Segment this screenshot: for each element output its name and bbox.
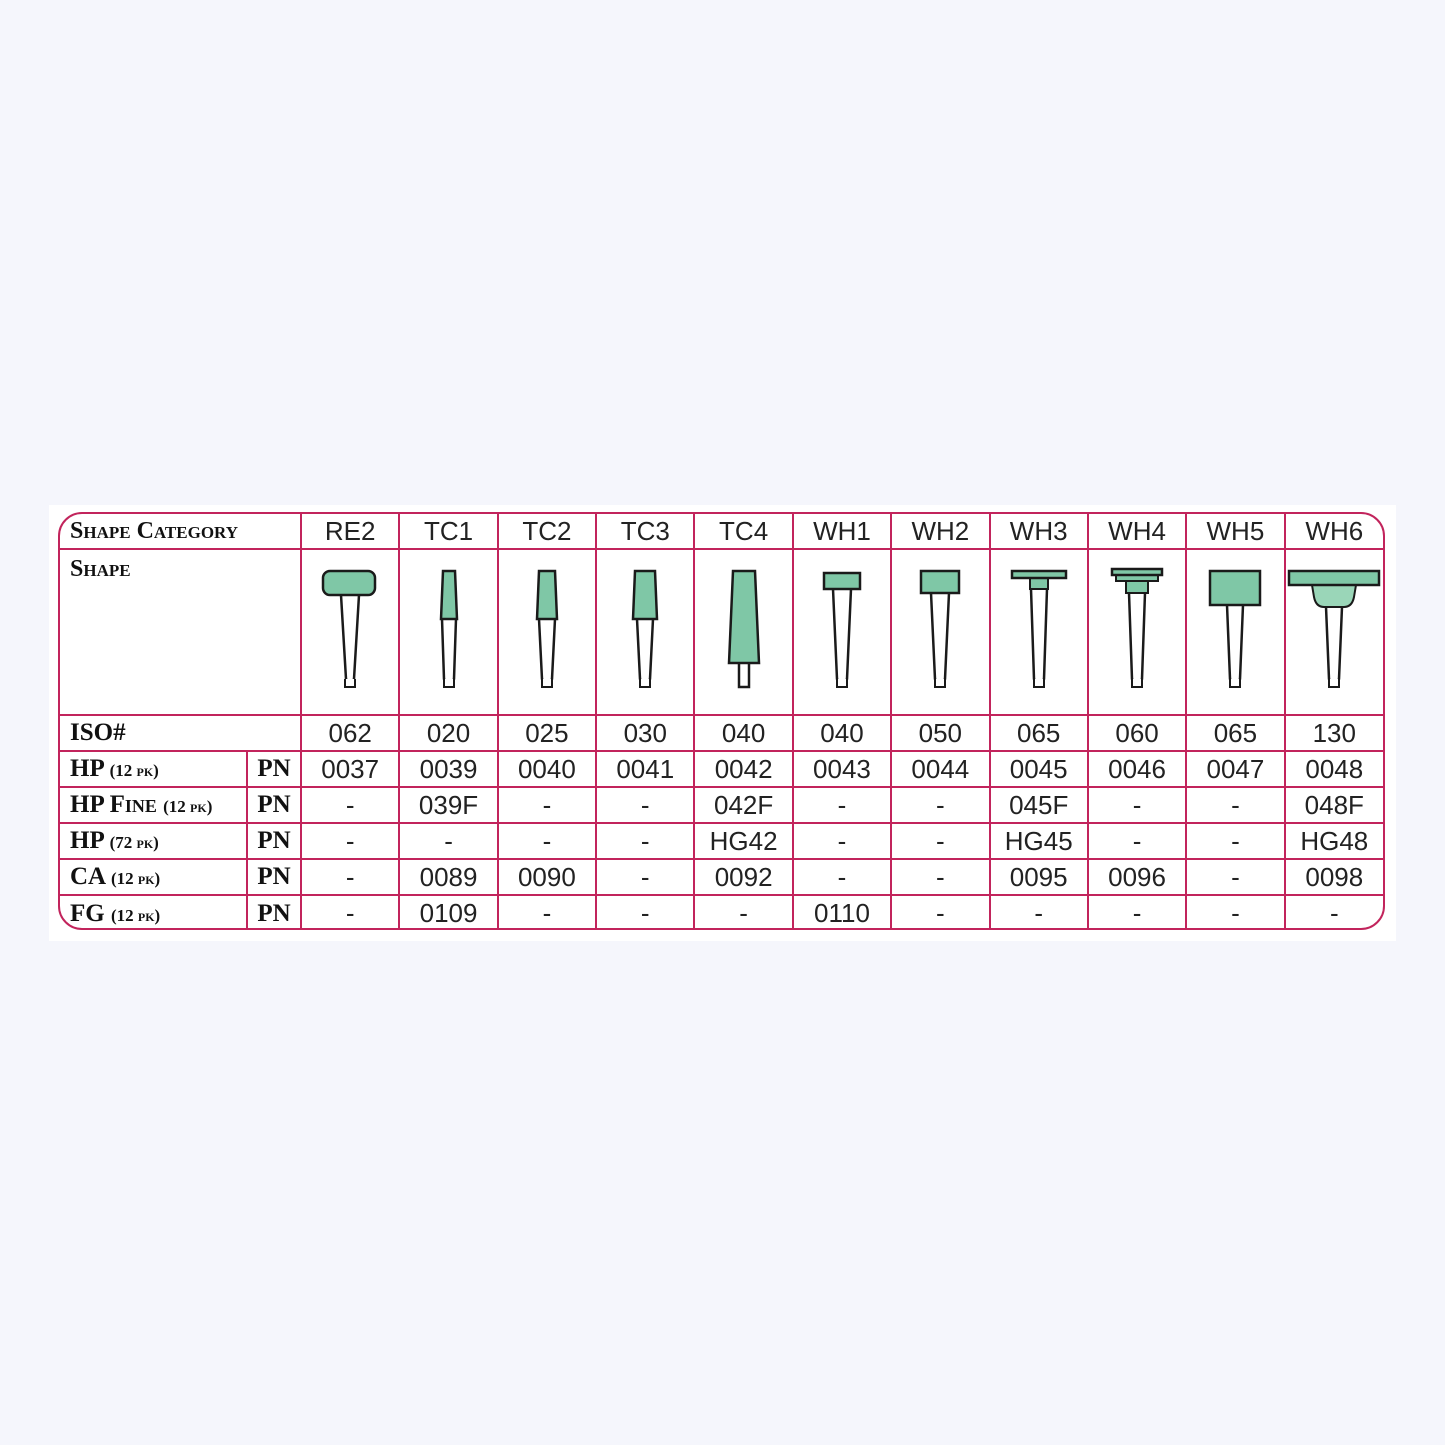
shape-cell-wh3 xyxy=(990,549,1088,715)
iso-wh5: 065 xyxy=(1186,715,1284,751)
code-wh2: WH2 xyxy=(891,514,989,549)
iso-tc2: 025 xyxy=(498,715,596,751)
row-label xyxy=(60,823,247,859)
part-number: - xyxy=(1186,859,1284,895)
code-wh4: WH4 xyxy=(1088,514,1186,549)
shape-cell-tc3 xyxy=(596,549,694,715)
code-wh1: WH1 xyxy=(793,514,891,549)
pack-size: (72 pk) xyxy=(109,833,159,852)
pn-label: PN xyxy=(247,823,301,859)
code-tc2: TC2 xyxy=(498,514,596,549)
code-tc4: TC4 xyxy=(694,514,792,549)
code-tc1: TC1 xyxy=(399,514,497,549)
part-number: - xyxy=(793,823,891,859)
shape-cell-wh4 xyxy=(1088,549,1186,715)
part-number: 0092 xyxy=(694,859,792,895)
hp-fine-12pk-row xyxy=(60,787,1383,823)
iso-wh3: 065 xyxy=(990,715,1088,751)
re2-shape-icon xyxy=(305,567,395,697)
ca-12pk-row xyxy=(60,859,1383,895)
part-number: 0045 xyxy=(990,751,1088,787)
iso-wh1: 040 xyxy=(793,715,891,751)
part-number: - xyxy=(596,823,694,859)
fg-12pk-row xyxy=(60,895,1383,930)
pack-size: (12 pk) xyxy=(109,761,159,780)
part-number: - xyxy=(1088,787,1186,823)
wh6-shape-icon xyxy=(1286,567,1382,697)
part-number: 0043 xyxy=(793,751,891,787)
part-number: 0046 xyxy=(1088,751,1186,787)
iso-wh2: 050 xyxy=(891,715,989,751)
shape-cell-tc1 xyxy=(399,549,497,715)
part-number: 0047 xyxy=(1186,751,1284,787)
part-number: HG42 xyxy=(694,823,792,859)
part-number: - xyxy=(1285,895,1383,930)
iso-tc1: 020 xyxy=(399,715,497,751)
shape-cell-re2 xyxy=(301,549,399,715)
tc2-shape-icon xyxy=(502,567,592,697)
part-number: - xyxy=(891,787,989,823)
code-wh5: WH5 xyxy=(1186,514,1284,549)
part-number: - xyxy=(301,823,399,859)
pn-label: PN xyxy=(247,895,301,930)
wh2-shape-icon xyxy=(895,567,985,697)
part-number: 0109 xyxy=(399,895,497,930)
spec-table-frame xyxy=(58,512,1385,930)
part-number: - xyxy=(596,895,694,930)
pack-size: (12 pk) xyxy=(163,797,213,816)
part-number: 0089 xyxy=(399,859,497,895)
part-number: 0041 xyxy=(596,751,694,787)
product-name: CA xyxy=(70,863,105,890)
part-number: HG48 xyxy=(1285,823,1383,859)
part-number: - xyxy=(596,787,694,823)
pn-label: PN xyxy=(247,859,301,895)
row-label xyxy=(60,859,247,895)
row-label xyxy=(60,787,247,823)
part-number: - xyxy=(301,859,399,895)
part-number: 0048 xyxy=(1285,751,1383,787)
part-number: 0110 xyxy=(793,895,891,930)
wh4-shape-icon xyxy=(1092,567,1182,697)
row-label xyxy=(60,895,247,930)
part-number: - xyxy=(301,787,399,823)
iso-label: ISO# xyxy=(60,715,301,751)
tc4-shape-icon xyxy=(699,567,789,697)
part-number: - xyxy=(1186,823,1284,859)
part-number: - xyxy=(1088,895,1186,930)
product-name: HP Fine xyxy=(70,791,157,818)
pack-size: (12 pk) xyxy=(110,869,161,888)
part-number: 048F xyxy=(1285,787,1383,823)
part-number: - xyxy=(694,895,792,930)
part-number: 0095 xyxy=(990,859,1088,895)
part-number: 045F xyxy=(990,787,1088,823)
product-name: FG xyxy=(70,899,105,927)
iso-wh4: 060 xyxy=(1088,715,1186,751)
iso-tc3: 030 xyxy=(596,715,694,751)
pn-label: PN xyxy=(247,787,301,823)
part-number: - xyxy=(891,823,989,859)
part-number: 0090 xyxy=(498,859,596,895)
shape-cell-wh1 xyxy=(793,549,891,715)
pn-label: PN xyxy=(247,751,301,787)
part-number: 042F xyxy=(694,787,792,823)
product-spec-card xyxy=(49,505,1396,941)
wh3-shape-icon xyxy=(994,567,1084,697)
hp-72pk-row xyxy=(60,823,1383,859)
part-number: - xyxy=(891,859,989,895)
row-label xyxy=(60,751,247,787)
part-number: - xyxy=(498,823,596,859)
code-tc3: TC3 xyxy=(596,514,694,549)
shape-cell-wh5 xyxy=(1186,549,1284,715)
iso-row xyxy=(60,715,1383,751)
iso-wh6: 130 xyxy=(1285,715,1383,751)
pack-size: (12 pk) xyxy=(110,905,161,925)
part-number: - xyxy=(399,823,497,859)
iso-tc4: 040 xyxy=(694,715,792,751)
part-number: - xyxy=(793,859,891,895)
part-number: 0040 xyxy=(498,751,596,787)
code-re2: RE2 xyxy=(301,514,399,549)
part-number: - xyxy=(891,895,989,930)
iso-re2: 062 xyxy=(301,715,399,751)
shape-category-label: Shape Category xyxy=(60,514,301,549)
part-number: 0039 xyxy=(399,751,497,787)
part-number: - xyxy=(301,895,399,930)
product-name: HP xyxy=(70,755,104,782)
shape-cell-tc4 xyxy=(694,549,792,715)
part-number: 0037 xyxy=(301,751,399,787)
part-number: HG45 xyxy=(990,823,1088,859)
part-number: 0098 xyxy=(1285,859,1383,895)
shape-row xyxy=(60,549,1383,715)
part-number: - xyxy=(498,895,596,930)
part-number: - xyxy=(1186,895,1284,930)
hp-12pk-row xyxy=(60,751,1383,787)
tc3-shape-icon xyxy=(600,567,690,697)
part-number: 0044 xyxy=(891,751,989,787)
code-wh3: WH3 xyxy=(990,514,1088,549)
part-number: - xyxy=(1186,787,1284,823)
part-number: - xyxy=(498,787,596,823)
part-number: - xyxy=(1088,823,1186,859)
spec-table xyxy=(60,514,1383,930)
shape-cell-wh6 xyxy=(1285,549,1383,715)
wh1-shape-icon xyxy=(797,567,887,697)
product-name: HP xyxy=(70,827,104,854)
shape-category-row xyxy=(60,514,1383,549)
tc1-shape-icon xyxy=(404,567,494,697)
code-wh6: WH6 xyxy=(1285,514,1383,549)
shape-cell-tc2 xyxy=(498,549,596,715)
part-number: - xyxy=(990,895,1088,930)
shape-label: Shape xyxy=(60,549,301,715)
part-number: 0096 xyxy=(1088,859,1186,895)
wh5-shape-icon xyxy=(1190,567,1280,697)
part-number: - xyxy=(793,787,891,823)
part-number: 0042 xyxy=(694,751,792,787)
shape-cell-wh2 xyxy=(891,549,989,715)
part-number: - xyxy=(596,859,694,895)
part-number: 039F xyxy=(399,787,497,823)
